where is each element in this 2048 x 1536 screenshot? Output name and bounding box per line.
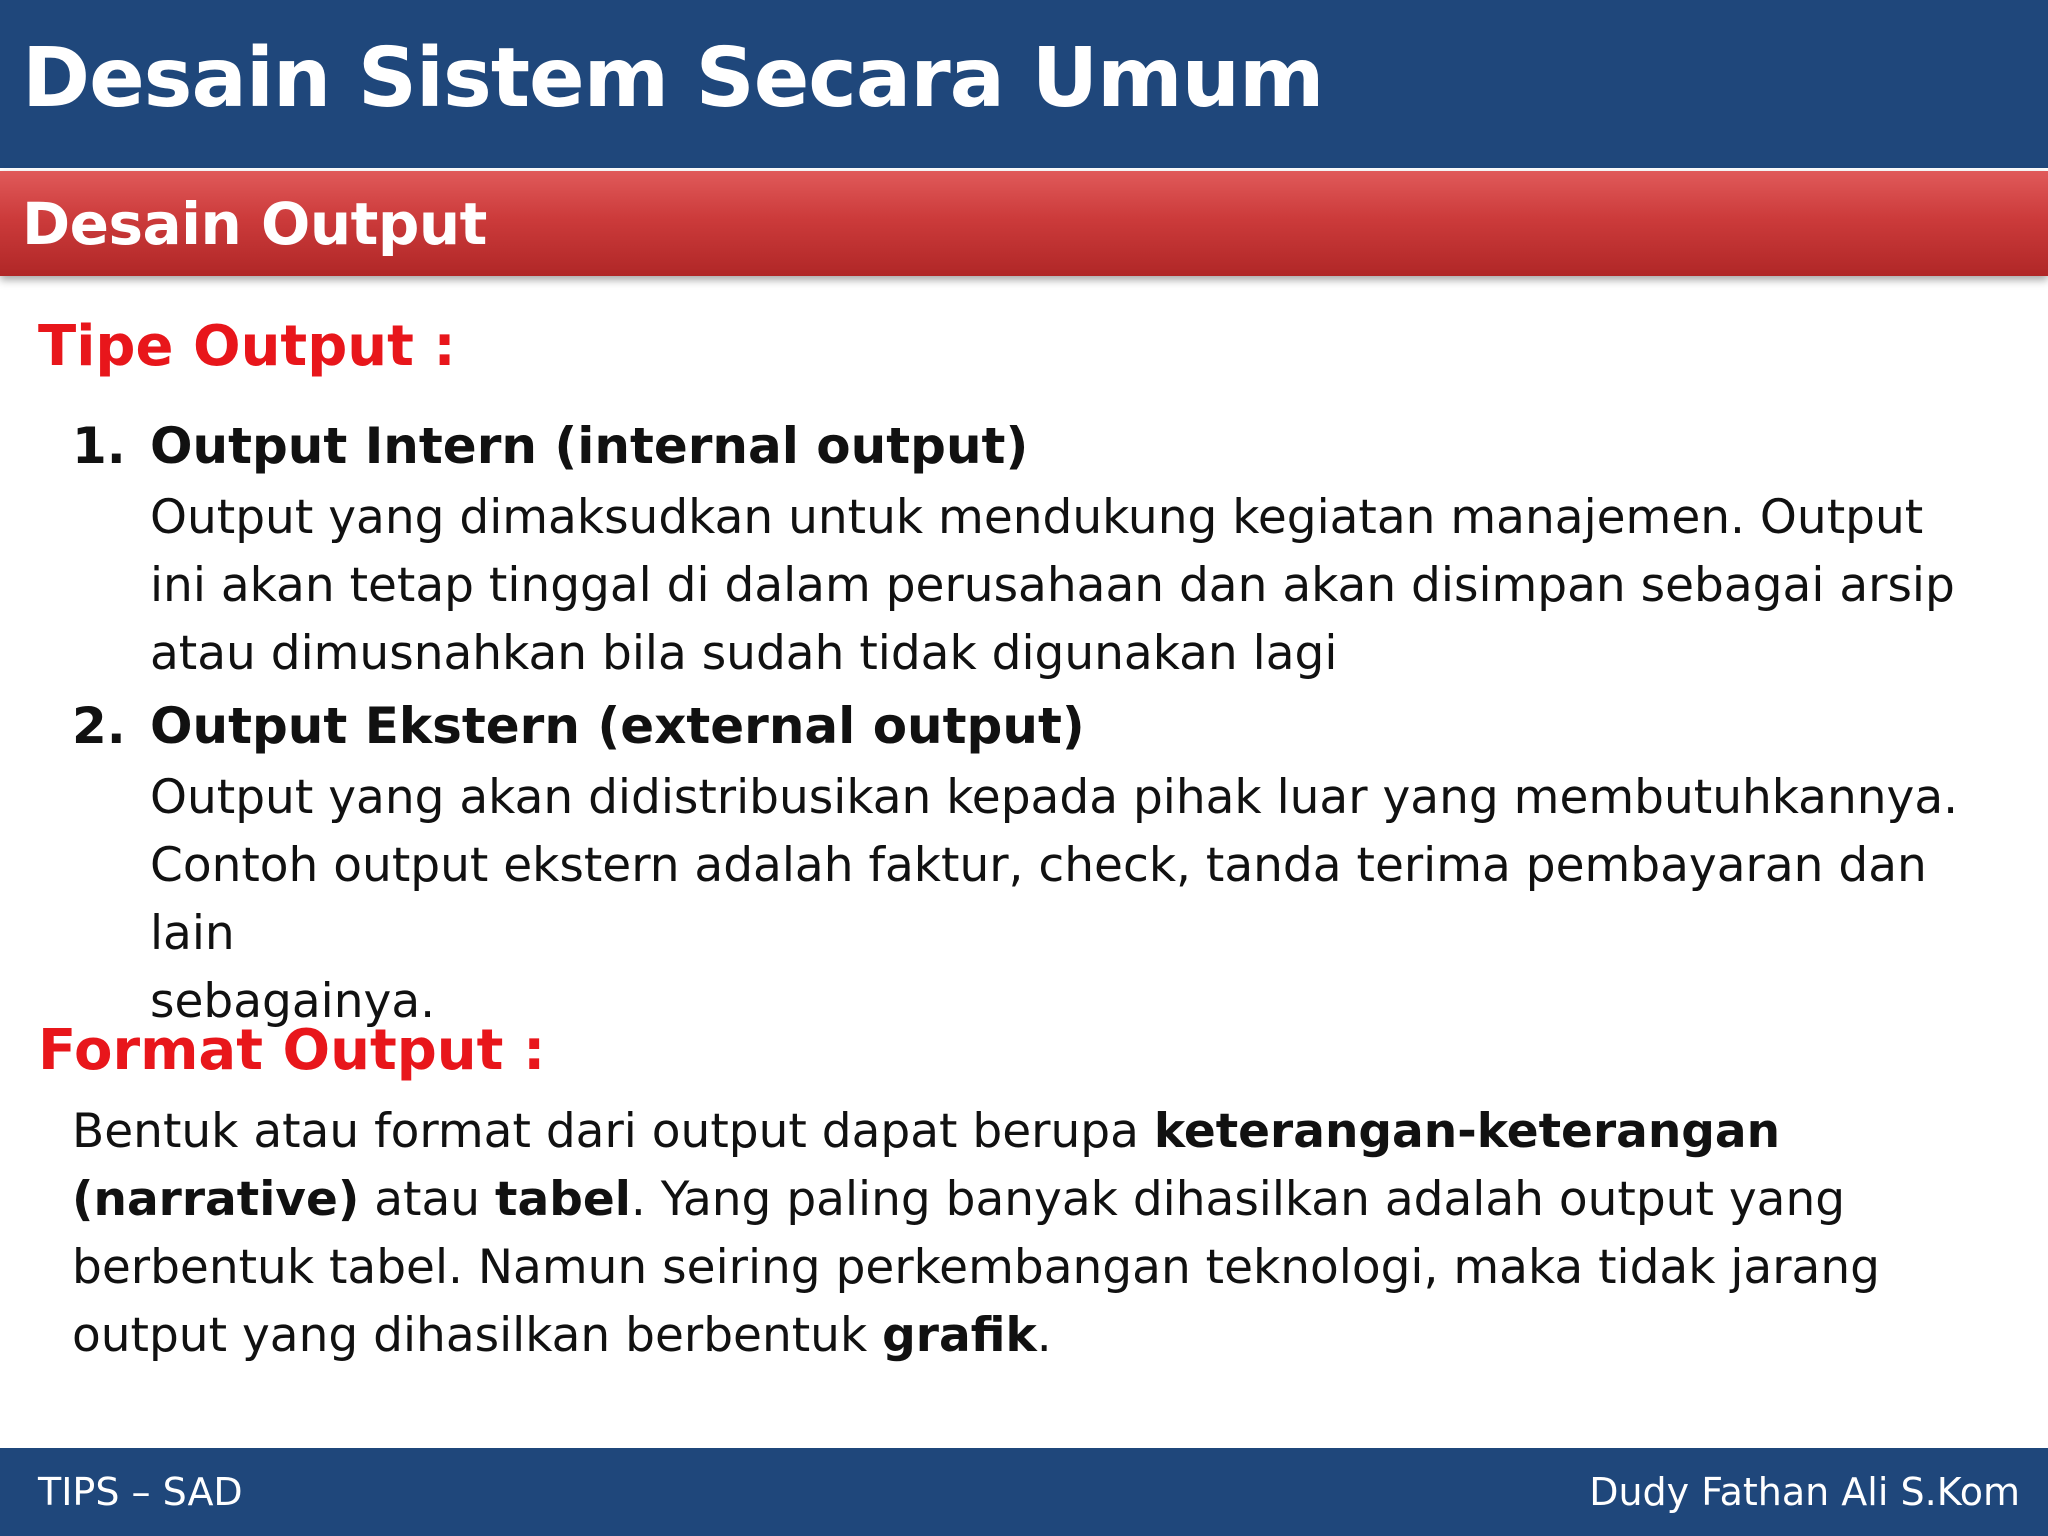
list-item-title: Output Ekstern (external output): [150, 697, 1085, 755]
output-intern-description: Output yang dimaksudkan untuk mendukung kegiatan manajemen. Output ini akan tetap tinggal di dalam perusahaan dan akan disimpan sebagai arsip atau dimusnahkan bila sudah tidak digunakan lagi: [150, 490, 1955, 681]
format-text-segment: Bentuk atau format dari output dapat berupa: [72, 1104, 1154, 1159]
output-ekstern-description: Output yang akan didistribusikan kepada pihak luar yang membutuhkannya. Contoh output ekstern adalah faktur, check, tanda terima pembayaran dan lain sebagainya.: [150, 770, 1959, 1029]
section-banner: [0, 171, 2048, 276]
format-output-heading: Format Output :: [38, 1018, 546, 1083]
slide-footer: [0, 1448, 2048, 1536]
tipe-output-heading: Tipe Output :: [38, 314, 456, 379]
format-bold-tabel: tabel: [495, 1172, 631, 1227]
footer-author: Dudy Fathan Ali S.Kom: [1589, 1470, 2020, 1514]
format-text-segment: .: [1036, 1308, 1052, 1363]
slide-header: [0, 0, 2048, 168]
list-item-title: Output Intern (internal output): [150, 417, 1029, 475]
format-bold-narrative: keterangan-keterangan (narrative): [72, 1104, 1781, 1227]
output-intern-title: [72, 416, 1028, 476]
format-text-segment: . Yang paling banyak dihasilkan adalah output yang berbentuk tabel. Namun seiring perkembangan teknologi, maka tidak jarang output yang dihasilkan berbentuk: [72, 1172, 1880, 1363]
format-bold-grafik: grafik: [882, 1308, 1037, 1363]
list-number: 1.: [72, 417, 126, 475]
slide-title: Desain Sistem Secara Umum: [22, 31, 1324, 126]
output-ekstern-title: [72, 696, 1085, 756]
list-number: 2.: [72, 697, 126, 755]
footer-course-label: TIPS – SAD: [38, 1470, 243, 1514]
format-text-segment: atau: [359, 1172, 496, 1227]
format-output-paragraph: [72, 1098, 2022, 1370]
section-title: Desain Output: [22, 190, 487, 258]
